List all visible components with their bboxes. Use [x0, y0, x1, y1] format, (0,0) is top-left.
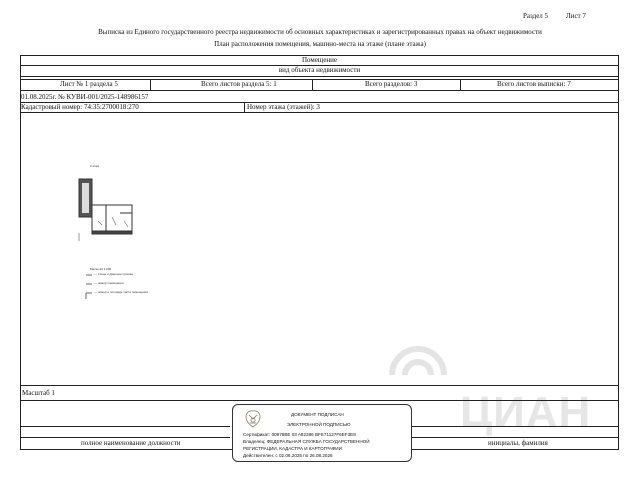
divider	[412, 437, 619, 438]
divider	[20, 437, 230, 438]
stamp-line1: ДОКУМЕНТ ПОДПИСАН	[291, 412, 344, 417]
sheet-label: Лист 7	[566, 12, 586, 20]
object-type-caption: вид объекта недвижимости	[278, 66, 361, 74]
document-subtitle: План расположения помещения, машино-места на этаже (плане этажа)	[214, 40, 426, 48]
scale-label: Масштаб 1	[22, 389, 55, 397]
stamp-owner-line1: Владелец: ФЕДЕРАЛЬНАЯ СЛУЖБА ГОСУДАРСТВЕННОЙ	[243, 439, 370, 444]
coat-of-arms-icon	[243, 408, 263, 430]
plan-tiny-label: 3 этаж	[90, 164, 99, 168]
legend-scale: Масштаб 1:200	[90, 267, 112, 271]
divider	[150, 79, 151, 90]
stamp-line2: ЭЛЕКТРОННОЙ ПОДПИСЬЮ	[287, 422, 351, 427]
divider	[460, 79, 461, 90]
document-title: Выписка из Единого государственного реестра недвижимости об основных характеристиках и зарегистрированных правах на объект недвижимости	[98, 28, 542, 36]
floor-plan-walls	[79, 179, 132, 241]
sheet-of-section: Лист № 1 раздела 5	[60, 80, 118, 88]
legend-item-part-area: — номер и площадь части помещения	[94, 290, 148, 294]
divider	[20, 90, 619, 91]
total-sheets-section: Всего листов раздела 5: 1	[201, 80, 277, 88]
cadastral-number: Кадастровый номер: 74:35:2700018:270	[21, 103, 139, 111]
divider	[244, 102, 245, 112]
section-label: Раздел 5	[523, 12, 549, 20]
electronic-signature-stamp	[232, 404, 412, 462]
object-type-value: Помещение	[301, 56, 338, 64]
total-sections: Всего разделов: 3	[365, 80, 418, 88]
divider	[20, 426, 230, 427]
stamp-owner-line2: РЕГИСТРАЦИИ, КАДАСТРА И КАРТОГРАФИИ	[243, 446, 342, 451]
divider	[312, 79, 313, 90]
watermark-text: ЦИАН	[460, 388, 592, 437]
legend-item-walls: — стены и дверные проемы	[94, 272, 134, 276]
divider	[20, 400, 619, 401]
name-caption: инициалы, фамилия	[488, 439, 548, 447]
stamp-validity: Действителен: с 02.06.2025 по 26.08.2026	[243, 453, 333, 458]
divider	[20, 385, 619, 386]
floor-plan-drawing	[20, 113, 619, 385]
watermark-logo	[392, 349, 444, 375]
floor-number: Номер этажа (этажей): 3	[247, 103, 320, 111]
total-sheets-extract: Всего листов выписки: 7	[497, 80, 571, 88]
stamp-certificate: Сертификат: 00978BE 03 A82386 BFE71127F6EF3E8	[243, 432, 356, 437]
position-caption: полное наименование должности	[81, 439, 181, 447]
legend-symbols	[86, 275, 92, 299]
divider	[20, 76, 619, 77]
legend-item-room-number: — номер помещения	[94, 281, 124, 285]
divider	[412, 426, 619, 427]
extract-date-number: 01.08.2025г. № КУВИ-001/2025-148986157	[21, 93, 149, 101]
